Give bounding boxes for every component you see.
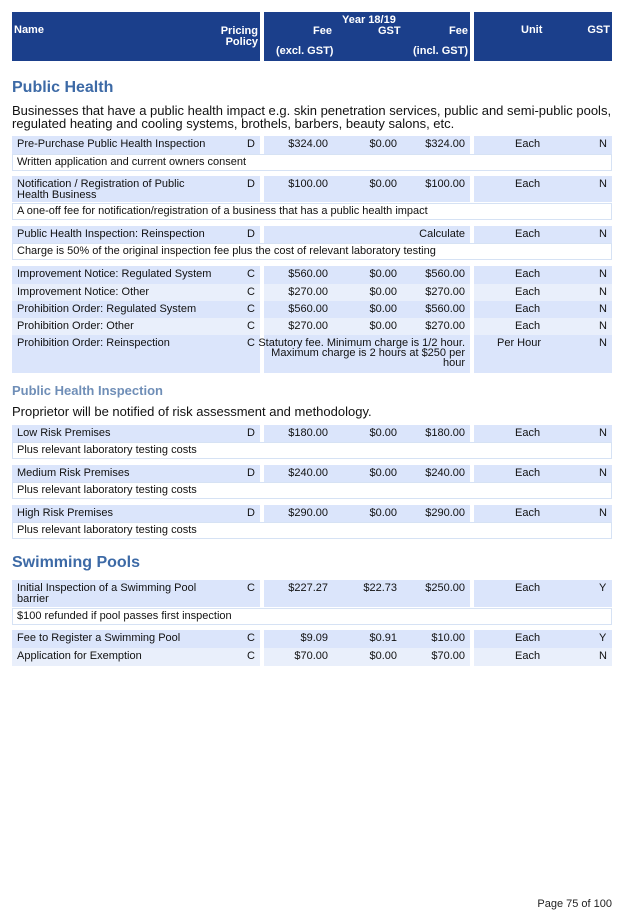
row-fee-incl: $290.00 [425, 507, 465, 519]
row-name: Prohibition Order: Regulated System [17, 303, 197, 315]
row-fee-incl: $270.00 [425, 286, 465, 298]
row-unit: Each [515, 507, 541, 519]
row-fee-excl: $100.00 [288, 178, 328, 190]
row-gst: $0.00 [369, 268, 397, 280]
row-name: Fee to Register a Swimming Pool [17, 632, 181, 644]
row-gst: $0.00 [369, 178, 397, 190]
row-fee-excl: $9.09 [300, 632, 328, 644]
row-fee-incl: $100.00 [425, 178, 465, 190]
row-note: Plus relevant laboratory testing costs [12, 482, 612, 499]
row-name: Improvement Notice: Regulated System [17, 268, 212, 280]
row-name: High Risk Premises [17, 507, 113, 519]
row-gst: $22.73 [363, 582, 397, 594]
row-gst-flag: N [599, 178, 607, 190]
header-unit: Unit [521, 24, 543, 36]
section-title-public-health: Public Health [12, 79, 114, 96]
row-fee-text: Maximum charge is 2 hours at $250 per [271, 347, 465, 359]
row-unit: Each [515, 320, 541, 332]
row-gst: $0.00 [369, 650, 397, 662]
row-fee-excl: $180.00 [288, 427, 328, 439]
row-fee-incl: $270.00 [425, 320, 465, 332]
header-year: Year 18/19 [342, 14, 396, 26]
row-gst-flag: N [599, 320, 607, 332]
row-policy: C [247, 337, 255, 349]
header-gst-flag: GST [587, 24, 610, 36]
row-fee-excl: $290.00 [288, 507, 328, 519]
row-fee-text: Statutory fee. Minimum charge is 1/2 hour. [258, 337, 465, 349]
row-gst: $0.00 [369, 427, 397, 439]
row-gst-flag: N [599, 337, 607, 349]
row-fee-excl: $227.27 [288, 582, 328, 594]
row-unit: Each [515, 178, 541, 190]
row-fee-excl: $270.00 [288, 286, 328, 298]
row-name: Public Health Inspection: Reinspection [17, 228, 205, 240]
row-unit: Each [515, 582, 541, 594]
row-name: Prohibition Order: Reinspection [17, 337, 170, 349]
row-gst-flag: N [599, 138, 607, 150]
row-name: Application for Exemption [17, 650, 142, 662]
row-gst: $0.00 [369, 320, 397, 332]
row-fee-excl: $560.00 [288, 268, 328, 280]
row-note: Plus relevant laboratory testing costs [12, 442, 612, 459]
header-fee-column [264, 12, 470, 61]
row-gst-flag: N [599, 268, 607, 280]
row-unit: Each [515, 632, 541, 644]
row-policy: D [247, 467, 255, 479]
row-name: Initial Inspection of a Swimming Pool barrier [17, 582, 197, 605]
row-policy: C [247, 632, 255, 644]
row-fee-excl: $240.00 [288, 467, 328, 479]
row-fee-excl: $324.00 [288, 138, 328, 150]
row-fee-incl: $324.00 [425, 138, 465, 150]
row-unit: Each [515, 427, 541, 439]
row-fee-incl: $180.00 [425, 427, 465, 439]
header-name-column [12, 12, 260, 61]
row-unit: Each [515, 268, 541, 280]
row-policy: D [247, 427, 255, 439]
row-fee-incl: $240.00 [425, 467, 465, 479]
row-gst-flag: N [599, 507, 607, 519]
row-note: A one-off fee for notification/registration of a business that has a public health impact [12, 203, 612, 220]
row-fee-text: hour [442, 357, 465, 369]
header-incl-gst: (incl. GST) [413, 45, 468, 57]
row-gst: $0.91 [369, 632, 397, 644]
header-pricing-policy-2: Policy [225, 36, 258, 48]
row-gst-flag: N [599, 427, 607, 439]
row-policy: C [247, 650, 255, 662]
row-unit: Each [515, 228, 541, 240]
row-note: Charge is 50% of the original inspection fee plus the cost of relevant laboratory testing [12, 243, 612, 260]
row-gst-flag: Y [599, 582, 607, 594]
header-fee-incl: Fee [449, 25, 468, 37]
row-unit: Each [515, 303, 541, 315]
row-policy: C [247, 286, 255, 298]
row-policy: D [247, 138, 255, 150]
row-unit: Each [515, 650, 541, 662]
row-gst-flag: N [599, 228, 607, 240]
row-fee-incl: $560.00 [425, 268, 465, 280]
row-note: $100 refunded if pool passes first inspection [12, 608, 612, 625]
row-policy: D [247, 507, 255, 519]
row-gst-flag: N [599, 286, 607, 298]
row-name: Pre-Purchase Public Health Inspection [17, 138, 206, 150]
row-unit: Per Hour [497, 337, 542, 349]
row-fee-incl: $70.00 [431, 650, 465, 662]
row-unit: Each [515, 467, 541, 479]
row-name: Notification / Registration of Public Health Business [17, 178, 185, 201]
row-note: Plus relevant laboratory testing costs [12, 522, 612, 539]
row-fee-incl: $250.00 [425, 582, 465, 594]
row-name: Medium Risk Premises [17, 467, 130, 479]
row-policy: C [247, 268, 255, 280]
header-name: Name [14, 24, 44, 36]
row-fee-excl: $270.00 [288, 320, 328, 332]
row-unit: Each [515, 138, 541, 150]
row-policy: D [247, 178, 255, 190]
page-number: Page 75 of 100 [537, 898, 612, 910]
row-gst: $0.00 [369, 507, 397, 519]
row-policy: C [247, 320, 255, 332]
section-intro-public-health: Businesses that have a public health impact e.g. skin penetration services, public and semi-public pools, regulated heating and cooling systems, brothels, barbers, beauty salons, etc. [12, 103, 612, 131]
header-pricing-policy: Pricing [220, 25, 258, 37]
row-gst: $0.00 [369, 467, 397, 479]
row-fee-excl: $560.00 [288, 303, 328, 315]
header-fee-excl: Fee [313, 25, 332, 37]
section-title-public-health-inspection: Public Health Inspection [12, 383, 163, 398]
row-gst-flag: N [599, 467, 607, 479]
row-fee-incl: Calculate [419, 228, 465, 240]
row-name: Prohibition Order: Other [17, 320, 134, 332]
row-fee-excl: $70.00 [294, 650, 328, 662]
header-unit-column [474, 12, 612, 61]
section-title-swimming-pools: Swimming Pools [12, 554, 141, 571]
row-gst-flag: N [599, 303, 607, 315]
row-policy: D [247, 228, 255, 240]
row-gst: $0.00 [369, 138, 397, 150]
row-fee-incl: $560.00 [425, 303, 465, 315]
row-policy: C [247, 303, 255, 315]
row-name: Low Risk Premises [17, 427, 111, 439]
row-fee-incl: $10.00 [431, 632, 465, 644]
row-name: Improvement Notice: Other [17, 286, 150, 298]
row-policy: C [247, 582, 255, 594]
header-gst: GST [378, 25, 401, 37]
row-unit: Each [515, 286, 541, 298]
row-note: Written application and current owners consent [12, 154, 612, 171]
row-gst: $0.00 [369, 303, 397, 315]
row-gst-flag: Y [599, 632, 607, 644]
row-gst: $0.00 [369, 286, 397, 298]
section-intro-public-health-inspection: Proprietor will be notified of risk assessment and methodology. [12, 404, 372, 419]
header-excl-gst: (excl. GST) [276, 45, 334, 57]
row-gst-flag: N [599, 650, 607, 662]
